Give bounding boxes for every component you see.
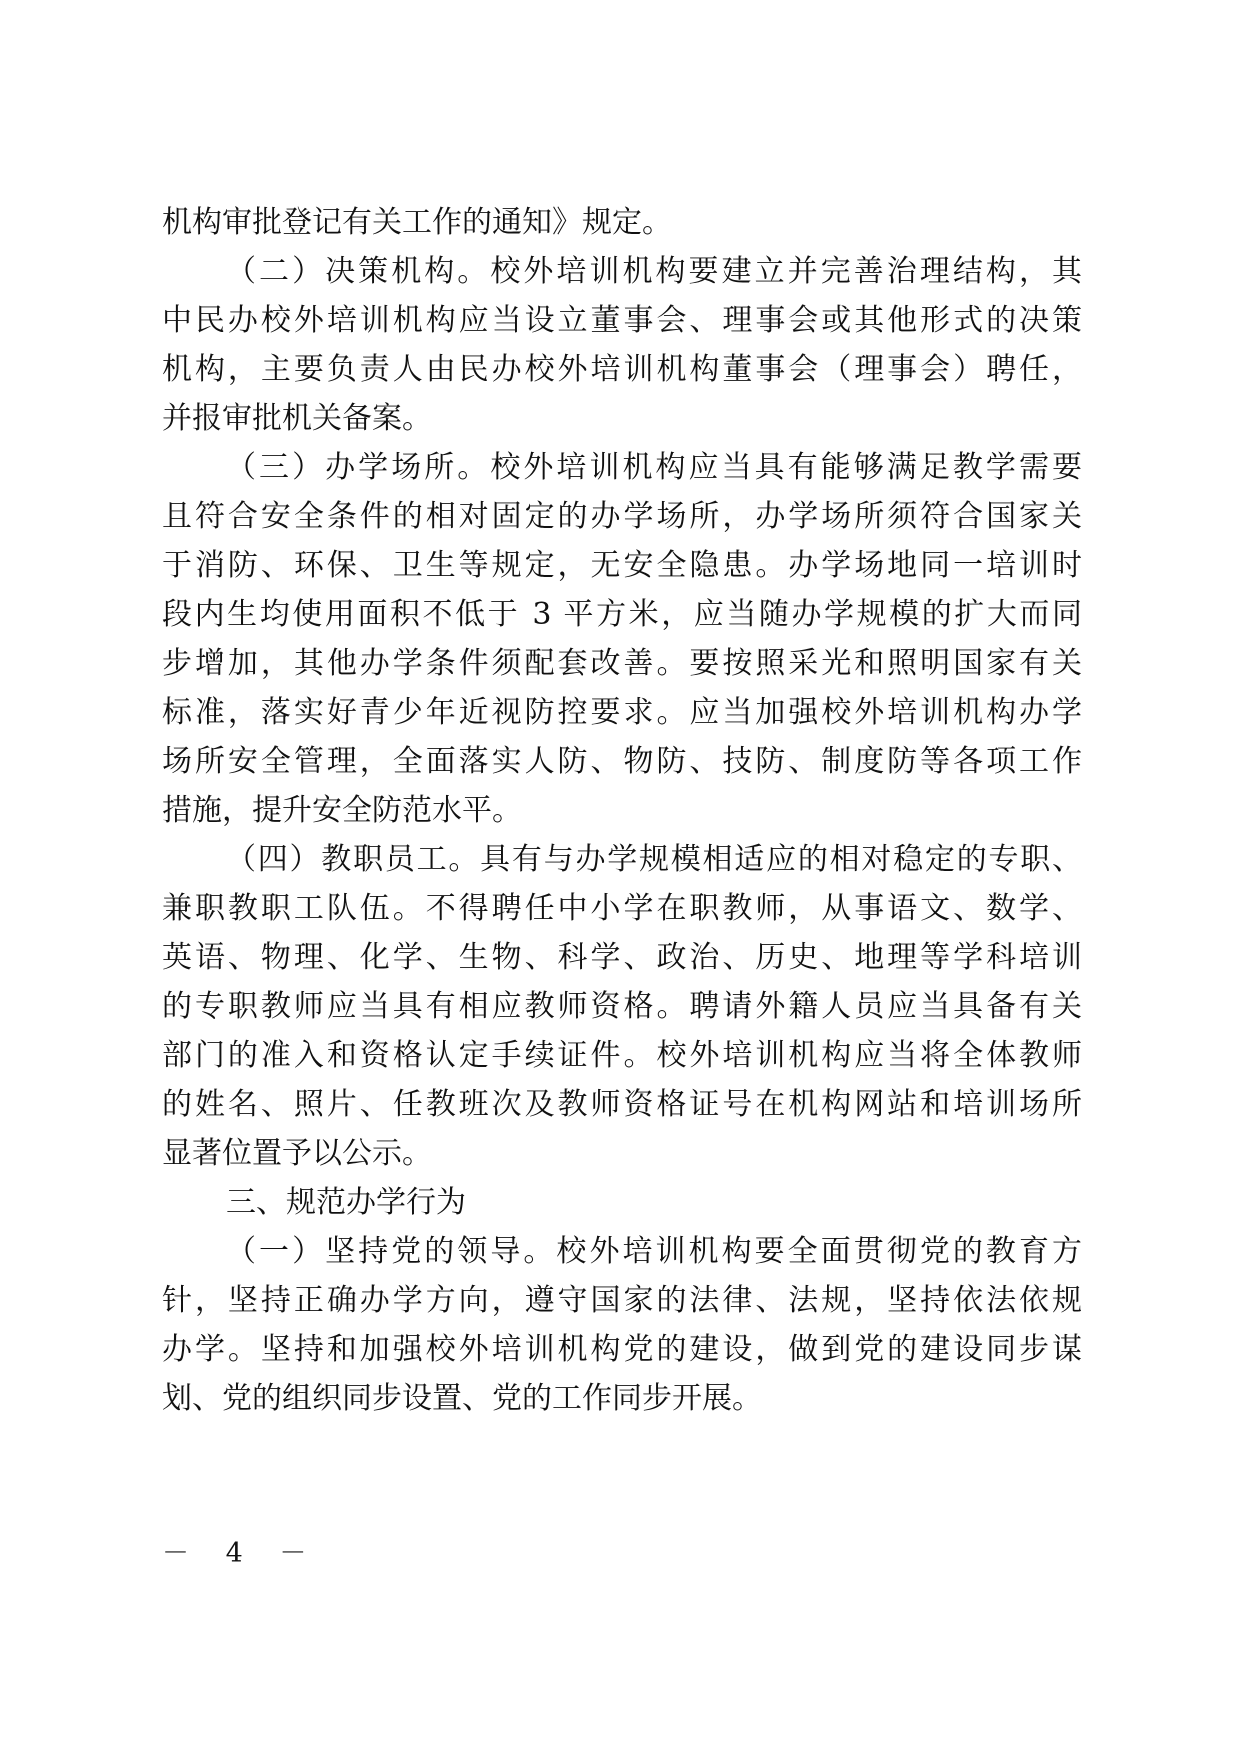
paragraph-line: 三、规范办学行为 <box>226 1185 466 1220</box>
document-body <box>162 198 1082 1423</box>
paragraph-line: 且符合安全条件的相对固定的办学场所，办学场所须符合国家关 <box>162 499 1082 534</box>
paragraph-line: 针，坚持正确办学方向，遵守国家的法律、法规，坚持依法依规 <box>162 1283 1082 1318</box>
paragraph-line: （三）办学场所。校外培训机构应当具有能够满足教学需要 <box>226 450 1082 485</box>
paragraph-line: （二）决策机构。校外培训机构要建立并完善治理结构，其 <box>226 254 1082 289</box>
paragraph <box>162 1227 1082 1423</box>
paragraph-line: 划、党的组织同步设置、党的工作同步开展。 <box>162 1381 762 1416</box>
paragraph-line: 部门的准入和资格认定手续证件。校外培训机构应当将全体教师 <box>162 1038 1082 1073</box>
paragraph-line: 机构，主要负责人由民办校外培训机构董事会（理事会）聘任， <box>162 352 1082 387</box>
paragraph-line: 措施，提升安全防范水平。 <box>162 793 522 828</box>
paragraph-line: （一）坚持党的领导。校外培训机构要全面贯彻党的教育方 <box>226 1234 1082 1269</box>
paragraph <box>162 247 1082 443</box>
section-heading <box>162 1178 1082 1227</box>
paragraph-line: 的专职教师应当具有相应教师资格。聘请外籍人员应当具备有关 <box>162 989 1082 1024</box>
paragraph-line: 的姓名、照片、任教班次及教师资格证号在机构网站和培训场所 <box>162 1087 1082 1122</box>
paragraph-line: 标准，落实好青少年近视防控要求。应当加强校外培训机构办学 <box>162 695 1082 730</box>
page-number: － 4 － <box>162 1538 321 1569</box>
paragraph <box>162 198 1082 247</box>
paragraph-line: 于消防、环保、卫生等规定，无安全隐患。办学场地同一培训时 <box>162 548 1082 583</box>
paragraph-line: 英语、物理、化学、生物、科学、政治、历史、地理等学科培训 <box>162 940 1082 975</box>
paragraph <box>162 835 1082 1178</box>
paragraph-line: 场所安全管理，全面落实人防、物防、技防、制度防等各项工作 <box>162 744 1082 779</box>
paragraph-line: 办学。坚持和加强校外培训机构党的建设，做到党的建设同步谋 <box>162 1332 1082 1367</box>
paragraph-line: 步增加，其他办学条件须配套改善。要按照采光和照明国家有关 <box>162 646 1082 681</box>
paragraph-line: 中民办校外培训机构应当设立董事会、理事会或其他形式的决策 <box>162 303 1082 338</box>
paragraph-line: 显著位置予以公示。 <box>162 1136 432 1171</box>
paragraph-line: （四）教职员工。具有与办学规模相适应的相对稳定的专职、 <box>226 842 1082 877</box>
paragraph-line: 并报审批机关备案。 <box>162 401 432 436</box>
paragraph-line: 机构审批登记有关工作的通知》规定。 <box>162 205 672 240</box>
paragraph <box>162 443 1082 835</box>
paragraph-line: 兼职教职工队伍。不得聘任中小学在职教师，从事语文、数学、 <box>162 891 1082 926</box>
paragraph-line: 段内生均使用面积不低于 3 平方米，应当随办学规模的扩大而同 <box>162 597 1082 632</box>
